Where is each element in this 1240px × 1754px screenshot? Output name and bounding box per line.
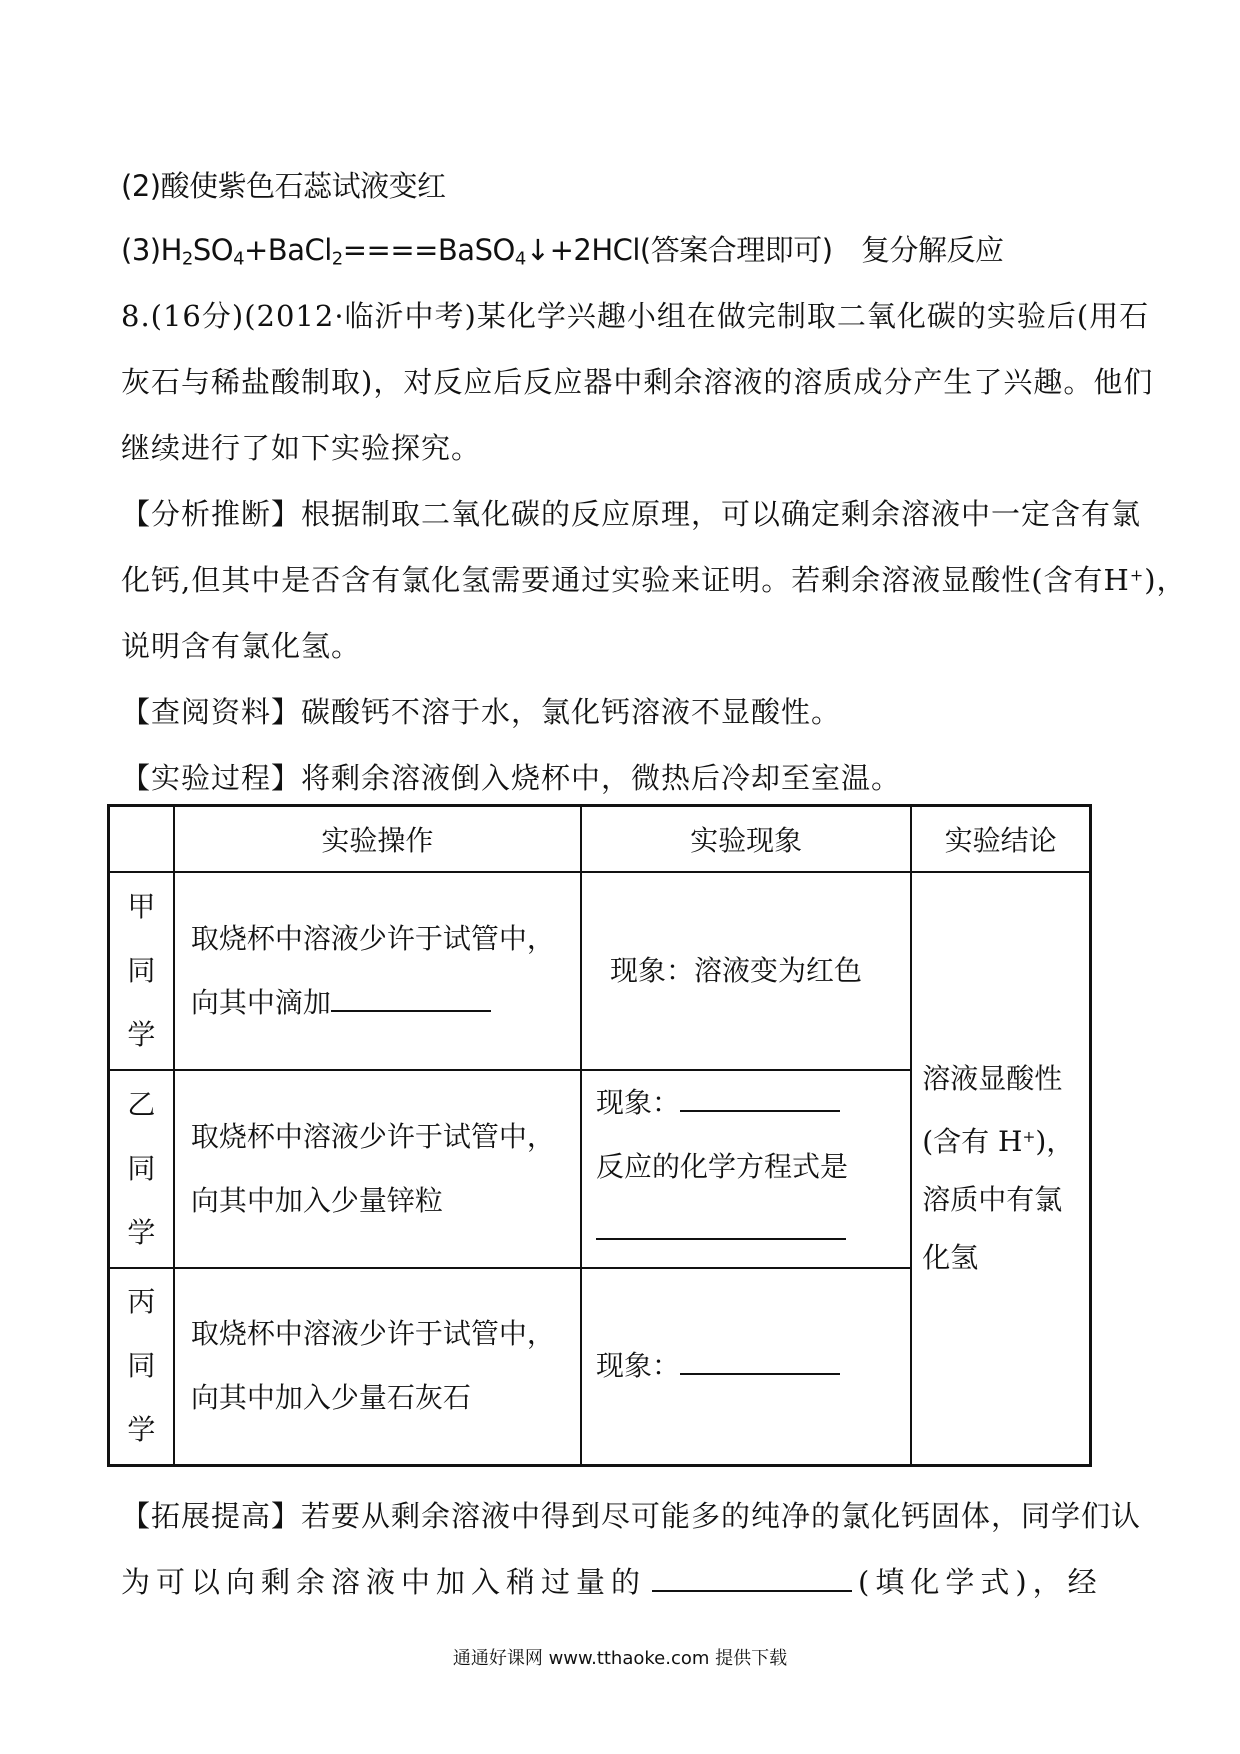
analysis-text: 化钙,但其中是否含有氯化氢需要通过实验来证明。若剩余溶液显酸性(含有H bbox=[121, 563, 1130, 597]
extension-line-2: 为可以向剩余溶液中加入稍过量的 (填化学式)，经 bbox=[121, 1565, 1103, 1599]
subscript: 2 bbox=[331, 248, 343, 270]
analysis-line-3: 说明含有氯化氢。 bbox=[121, 629, 362, 663]
subscript: 4 bbox=[514, 248, 526, 270]
experiment-table bbox=[107, 804, 1092, 1467]
superscript: + bbox=[1129, 565, 1145, 585]
subscript: 2 bbox=[181, 248, 193, 270]
analysis-line-2 bbox=[121, 558, 1187, 599]
lookup-line: 【查阅资料】碳酸钙不溶于水，氯化钙溶液不显酸性。 bbox=[121, 695, 842, 729]
student-name: 乙 同 学 bbox=[109, 1070, 174, 1268]
process-line: 【实验过程】将剩余溶液倒入烧杯中，微热后冷却至室温。 bbox=[121, 761, 902, 795]
table-row bbox=[109, 872, 1091, 1070]
fill-blank[interactable] bbox=[680, 1084, 840, 1111]
question-line-2: 灰石与稀盐酸制取)，对反应后反应器中剩余溶液的溶质成分产生了兴趣。他们 bbox=[121, 365, 1154, 399]
question-line-3: 继续进行了如下实验探究。 bbox=[121, 431, 482, 465]
header-conclusion: 实验结论 bbox=[911, 806, 1090, 872]
header-phenomenon: 实验现象 bbox=[581, 806, 911, 872]
answer-3-part: (3)H bbox=[121, 233, 182, 267]
answer-3-part: SO bbox=[192, 233, 234, 267]
question-line-1: 8.(16分)(2012·临沂中考)某化学兴趣小组在做完制取二氧化碳的实验后(用石 bbox=[121, 299, 1150, 333]
student-name: 甲 同 学 bbox=[109, 872, 174, 1070]
table-header-row bbox=[109, 806, 1091, 872]
conclusion-cell: 溶液显酸性 (含有 H+)， 溶质中有氯 化氢 bbox=[911, 872, 1090, 1466]
phenomenon-cell: 现象： 反应的化学方程式是 bbox=[581, 1070, 911, 1268]
operation-cell: 取烧杯中溶液少许于试管中， 向其中加入少量石灰石 bbox=[174, 1268, 581, 1466]
student-name: 丙 同 学 bbox=[109, 1268, 174, 1466]
answer-3 bbox=[121, 228, 1004, 269]
operation-cell: 取烧杯中溶液少许于试管中， 向其中加入少量锌粒 bbox=[174, 1070, 581, 1268]
header-operation: 实验操作 bbox=[174, 806, 581, 872]
subscript: 4 bbox=[233, 248, 244, 270]
extension-line-1: 【拓展提高】若要从剩余溶液中得到尽可能多的纯净的氯化钙固体，同学们认 bbox=[121, 1499, 1142, 1533]
footer-source: 通通好课网 www.tthaoke.com 提供下载 bbox=[452, 1648, 788, 1669]
phenomenon-cell: 现象：溶液变为红色 bbox=[581, 872, 911, 1070]
answer-3-part: ↓+2HCl(答案合理即可) 复分解反应 bbox=[525, 233, 1004, 267]
fill-blank[interactable] bbox=[680, 1348, 840, 1375]
answer-3-part: +BaCl bbox=[244, 233, 332, 267]
analysis-line-1: 【分析推断】根据制取二氧化碳的反应原理，可以确定剩余溶液中一定含有氯 bbox=[121, 497, 1142, 531]
header-blank bbox=[109, 806, 174, 872]
answer-2: (2)酸使紫色石蕊试液变红 bbox=[121, 169, 446, 203]
fill-blank[interactable] bbox=[652, 1564, 852, 1592]
analysis-text: )， bbox=[1144, 563, 1187, 597]
operation-cell: 取烧杯中溶液少许于试管中， 向其中滴加 bbox=[174, 872, 581, 1070]
phenomenon-cell: 现象： bbox=[581, 1268, 911, 1466]
answer-3-part: ====BaSO bbox=[342, 233, 515, 267]
fill-blank[interactable] bbox=[331, 984, 491, 1011]
fill-blank[interactable] bbox=[596, 1212, 846, 1239]
